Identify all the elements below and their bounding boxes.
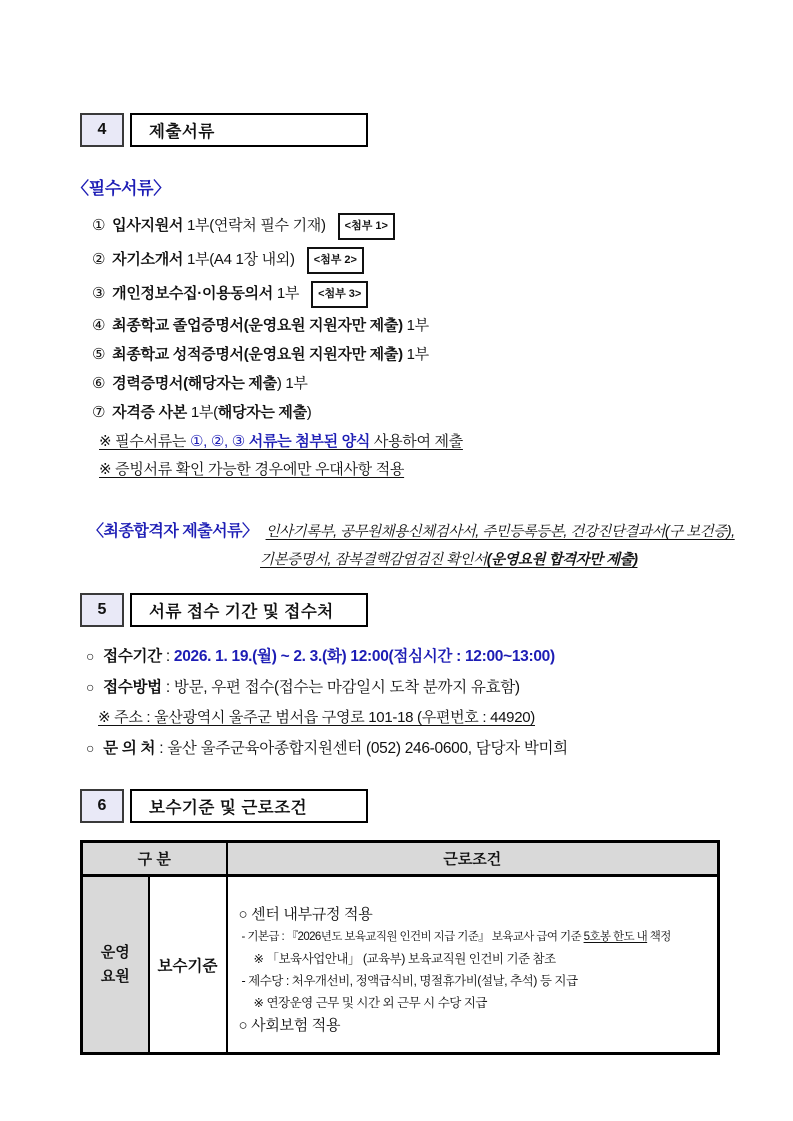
separator: : (161, 648, 174, 665)
reception-period-label: 접수기간 (103, 648, 162, 665)
address-note-line: ※ 주소 : 울산광역시 울주군 범서읍 구영로 101-18 (우편번호 : 44920) (98, 709, 535, 726)
item-detail: ) 1부 (276, 375, 308, 392)
item-detail: 1부 (272, 285, 300, 302)
subcategory-cell: 보수기준 (149, 876, 227, 1054)
final-docs-block (88, 518, 753, 569)
base-pay-end: 책정 (647, 931, 671, 943)
doc-item-5 (92, 344, 753, 366)
item-title: 자기소개서 (112, 251, 184, 268)
base-pay-underlined: 5호봉 한도 내 (583, 931, 648, 943)
item-number: ④ (92, 317, 106, 334)
section-6-number-box: 6 (80, 789, 124, 823)
item-detail: 1부( (186, 404, 218, 421)
condition-overtime: ※ 연장운영 근무 및 시간 외 근무 시 수당 지급 (253, 996, 488, 1010)
section-5-number-box: 5 (80, 593, 124, 627)
item-title: 입사지원서 (112, 217, 184, 234)
required-docs-list (72, 213, 753, 424)
section-6-header (80, 789, 753, 823)
item-number: ① (92, 217, 106, 234)
item-detail-bold: 해당자는 제출 (217, 404, 307, 421)
category-cell (82, 876, 149, 1054)
separator: : (155, 740, 168, 757)
section-5-body (72, 645, 753, 760)
final-docs-list-1: 인사기록부, 공무원채용신체검사서, 주민등록등본, 건강진단결과서(구 보건증), (265, 524, 735, 540)
item-detail: 1부(A4 1장 내외) (183, 251, 295, 268)
final-docs-line-2 (88, 548, 753, 569)
required-docs-heading: 〈필수서류〉 (72, 179, 170, 198)
item-title: 경력증명서(해당자는 제출 (112, 375, 277, 392)
item-detail: 1부 (402, 317, 429, 334)
doc-item-7 (92, 402, 753, 424)
condition-internal-rules: ○ 센터 내부규정 적용 (238, 906, 373, 923)
final-docs-list-2-bold: (운영요원 합격자만 제출) (486, 552, 638, 568)
reception-method-label: 접수방법 (103, 679, 162, 696)
doc-item-1 (92, 213, 753, 240)
conditions-cell (227, 876, 719, 1054)
item-title: 최종학교 졸업증명서(운영요원 지원자만 제출) (112, 317, 403, 334)
reception-method-line (86, 676, 753, 699)
item-title: 자격증 사본 (112, 404, 187, 421)
attachment-3-ref: <첨부 3> (311, 281, 368, 308)
final-docs-list-2: 기본증명서, 잠복결핵감염검진 확인서 (260, 552, 487, 568)
item-detail: 1부(연락처 필수 기재) (183, 217, 326, 234)
contact-label: 문 의 처 (103, 740, 156, 757)
reception-period-line (86, 645, 753, 668)
doc-item-3 (92, 281, 753, 308)
final-docs-line-1 (88, 518, 753, 541)
section-4-title: 제출서류 (130, 113, 368, 147)
doc-item-4 (92, 315, 753, 337)
attachment-2-ref: <첨부 2> (307, 247, 364, 274)
reception-period-value: 2026. 1. 19.(월) ~ 2. 3.(화) 12:00(점심시간 : 12:00~13:00) (173, 648, 555, 665)
note-blue-emphasis: 서류는 첨부된 양식 (248, 433, 371, 450)
separator: : (161, 679, 174, 696)
note-suffix: 사용하여 제출 (370, 433, 463, 450)
column-header-division: 구 분 (82, 842, 227, 876)
note-blue-numbers: ①, ②, ③ (189, 433, 249, 450)
section-5-title: 서류 접수 기간 및 접수처 (130, 593, 368, 627)
base-pay-text: - 기본급 : 『2026년도 보육교직원 인건비 지급 기준』 보육교사 급여 기준 (241, 931, 584, 943)
contact-line (86, 737, 753, 760)
reception-method-value: 방문, 우편 접수(접수는 마감일시 도착 분까지 유효함) (173, 679, 520, 696)
circle-bullet: ○ (86, 648, 95, 664)
item-title: 개인정보수집·이용동의서 (112, 285, 273, 302)
item-number: ⑥ (92, 375, 106, 392)
category-line-2: 요원 (100, 967, 130, 985)
working-conditions-table (80, 840, 720, 1055)
section-6-title: 보수기준 및 근로조건 (130, 789, 368, 823)
condition-allowances: - 제수당 : 처우개선비, 정액급식비, 명절휴가비(설날, 추석) 등 지급 (241, 974, 578, 988)
circle-bullet: ○ (86, 679, 95, 695)
section-4-number-box: 4 (80, 113, 124, 147)
item-detail-end: ) (306, 404, 312, 421)
section-5-header (80, 593, 753, 627)
column-header-conditions: 근로조건 (227, 842, 719, 876)
doc-item-2 (92, 247, 753, 274)
contact-value: 울산 울주군육아종합지원센터 (052) 246-0600, 담당자 박미희 (167, 740, 568, 757)
table-header-row (82, 842, 719, 876)
item-title: 최종학교 성적증명서(운영요원 지원자만 제출) (112, 346, 403, 363)
doc-item-6 (92, 373, 753, 395)
condition-social-insurance: ○ 사회보험 적용 (238, 1017, 341, 1034)
circle-bullet: ○ (86, 740, 95, 756)
note-evidence-docs: ※ 증빙서류 확인 가능한 경우에만 우대사항 적용 (99, 461, 405, 478)
item-number: ③ (92, 285, 106, 302)
condition-base-pay (242, 926, 712, 948)
section-4-header (80, 113, 753, 147)
note-prefix: ※ 필수서류는 (99, 433, 190, 450)
item-detail: 1부 (402, 346, 429, 363)
item-number: ⑤ (92, 346, 106, 363)
item-number: ② (92, 251, 106, 268)
final-docs-heading: 〈최종합격자 제출서류〉 (88, 523, 258, 540)
note-required-forms (99, 431, 753, 452)
table-row (82, 876, 719, 1054)
attachment-1-ref: <첨부 1> (338, 213, 395, 240)
item-number: ⑦ (92, 404, 106, 421)
category-line-1: 운영 (100, 943, 130, 961)
condition-reference: ※ 「보육사업안내」 (교육부) 보육교직원 인건비 기준 참조 (253, 952, 556, 966)
